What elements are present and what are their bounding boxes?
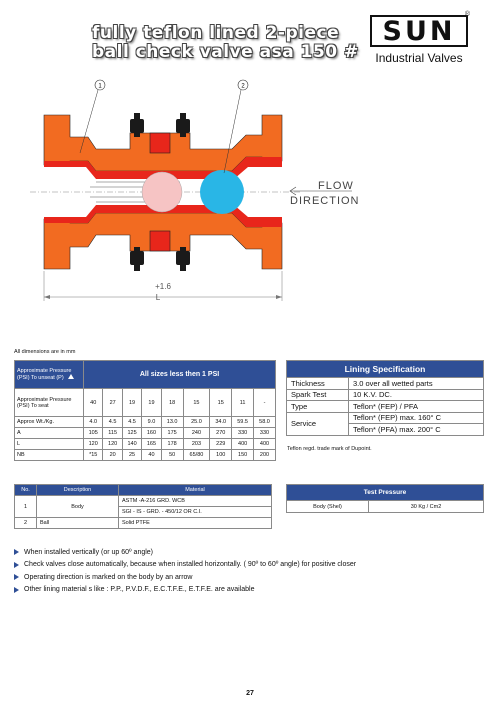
table-cell: 19 <box>142 389 161 417</box>
note-text: Operating direction is marked on the body by an arrow <box>24 573 193 581</box>
table-cell: 200 <box>254 450 276 461</box>
table-cell: 20 <box>103 450 122 461</box>
table-cell: 58.0 <box>254 417 276 428</box>
test-pressure-table <box>286 484 484 513</box>
list-item <box>14 571 356 584</box>
table-cell: Ball <box>37 518 119 529</box>
valve-section-drawing <box>0 75 500 310</box>
table-cell: 105 <box>84 428 103 439</box>
table-row <box>15 417 276 428</box>
bullet-triangle-icon <box>14 574 19 580</box>
table-cell: 4.5 <box>122 417 141 428</box>
brand-subtitle: Industrial Valves <box>375 51 463 65</box>
table-cell: 13.0 <box>161 417 183 428</box>
spec-value: Teflon* (PFA) max. 200° C <box>349 424 484 436</box>
trademark-note: Teflon regd. trade mark of Dupoint. <box>287 446 372 452</box>
page-number: 27 <box>246 690 254 697</box>
table-cell: 4.5 <box>103 417 122 428</box>
table-cell: 270 <box>210 428 232 439</box>
table-row <box>15 485 272 496</box>
table-cell: 100 <box>210 450 232 461</box>
row-label: Approximate Pressure (PSI) To seat <box>15 389 84 417</box>
table-cell: 203 <box>183 439 210 450</box>
list-item <box>14 584 356 597</box>
table-cell: 140 <box>122 439 141 450</box>
table-row <box>287 412 484 424</box>
dimension-table <box>14 360 276 461</box>
title-line-1: fully teflon lined 2-piece <box>92 23 340 43</box>
note-text: Check valves close automatically, because when installed horizontally. ( 90º to 60º angle) for positive closer <box>24 561 357 569</box>
table-cell: 34.0 <box>210 417 232 428</box>
table-cell: 400 <box>254 439 276 450</box>
lining-specification-table <box>286 360 484 436</box>
table-cell: 15 <box>210 389 232 417</box>
table-cell: 25.0 <box>183 417 210 428</box>
note-text: When installed vertically (or up 60º angle) <box>24 548 154 556</box>
table-row <box>15 439 276 450</box>
spec-key: Spark Test <box>287 389 349 401</box>
table-cell: 240 <box>183 428 210 439</box>
table-cell: 40 <box>142 450 161 461</box>
notes-list <box>14 546 356 596</box>
table-cell: 400 <box>232 439 254 450</box>
bullet-triangle-icon <box>14 549 19 555</box>
row-label: A <box>15 428 84 439</box>
table-row <box>287 401 484 413</box>
brand-logo <box>366 11 472 71</box>
spec-value: Teflon* (FEP) max. 160° C <box>349 412 484 424</box>
table-cell: 175 <box>161 428 183 439</box>
table-cell: 120 <box>103 439 122 450</box>
note-text: Other lining material s like : P.P., P.V.D.F., E.C.T.F.E., E.T.F.E. are available <box>24 586 255 594</box>
material-table <box>14 484 272 529</box>
table-cell: 18 <box>161 389 183 417</box>
spec-value: 3.0 over all wetted parts <box>349 378 484 390</box>
table-row <box>15 428 276 439</box>
joint-upper <box>150 133 170 153</box>
table-cell: *15 <box>84 450 103 461</box>
flow-label-2: DIRECTION <box>290 195 360 207</box>
table-row <box>287 389 484 401</box>
brand-name: SUN <box>382 15 456 47</box>
list-item <box>14 546 356 559</box>
row-label: NB <box>15 450 84 461</box>
title-line-2: ball check valve asa 150 # <box>92 42 359 62</box>
table-cell: 15 <box>183 389 210 417</box>
col-header-no: No. <box>15 485 37 496</box>
table-row <box>15 389 276 417</box>
table-row <box>287 485 484 501</box>
table-cell: 165 <box>142 439 161 450</box>
table-cell: 30 Kg / Cm2 <box>369 501 484 513</box>
row-label: Approx Wt./Kg. <box>15 417 84 428</box>
table-cell: 160 <box>142 428 161 439</box>
table-cell: 59.5 <box>232 417 254 428</box>
table-cell: 2 <box>15 518 37 529</box>
registered-mark: ® <box>464 11 470 18</box>
table-cell: 1 <box>15 496 37 518</box>
table-cell: 125 <box>122 428 141 439</box>
table-cell: ASTM -A-216 GRD. WCB <box>119 496 272 507</box>
table-cell: 330 <box>254 428 276 439</box>
table-cell: 9.0 <box>142 417 161 428</box>
table-row <box>15 450 276 461</box>
table-cell: SGI - IS - GRD. - 450/12 OR C.I. <box>119 507 272 518</box>
flow-label-1: FLOW <box>318 180 354 192</box>
page-title <box>92 24 359 62</box>
test-pressure-title: Test Pressure <box>287 485 484 501</box>
table-cell: 115 <box>103 428 122 439</box>
unseat-pressure-text: Approximate Pressure (PSI) To unseat (P) <box>17 368 72 381</box>
table-cell: 330 <box>232 428 254 439</box>
table-row <box>287 378 484 390</box>
table-cell: 25 <box>122 450 141 461</box>
table-cell: 11 <box>232 389 254 417</box>
table-cell: 27 <box>103 389 122 417</box>
ball-open-position <box>142 172 182 212</box>
spec-value: 10 K.V. DC. <box>349 389 484 401</box>
table-cell: 19 <box>122 389 141 417</box>
table-cell: Body <box>37 496 119 518</box>
table-cell: 40 <box>84 389 103 417</box>
joint-lower <box>150 231 170 251</box>
table-cell: 120 <box>84 439 103 450</box>
col-header-material: Material <box>119 485 272 496</box>
table-cell: 229 <box>210 439 232 450</box>
table-cell: 150 <box>232 450 254 461</box>
unseat-pressure-label <box>15 361 84 389</box>
table-cell: Solid PTFE <box>119 518 272 529</box>
spec-value: Teflon* (FEP) / PFA <box>349 401 484 413</box>
table-row <box>287 361 484 378</box>
spec-key: Service <box>287 412 349 435</box>
spec-key: Thickness <box>287 378 349 390</box>
triangle-icon <box>68 374 74 379</box>
table-cell: 50 <box>161 450 183 461</box>
table-row <box>15 518 272 529</box>
balloon-2-label: 2 <box>241 83 245 90</box>
lining-title: Lining Specification <box>287 361 484 378</box>
list-item <box>14 559 356 572</box>
table-cell: - <box>254 389 276 417</box>
sizes-header: All sizes less then 1 PSI <box>84 361 276 389</box>
table-row <box>15 361 276 389</box>
bullet-triangle-icon <box>14 587 19 593</box>
spec-key: Type <box>287 401 349 413</box>
bullet-triangle-icon <box>14 562 19 568</box>
dimension-label: L <box>155 293 161 302</box>
table-row <box>15 496 272 507</box>
table-cell: 178 <box>161 439 183 450</box>
dimension-tolerance: +1.6 <box>155 282 171 291</box>
brand-logo-box <box>370 11 470 47</box>
table-cell: Body (Shel) <box>287 501 369 513</box>
table-cell: 65/80 <box>183 450 210 461</box>
table-row <box>287 501 484 513</box>
table-cell: 4.0 <box>84 417 103 428</box>
col-header-description: Description <box>37 485 119 496</box>
balloon-1-label: 1 <box>98 83 102 90</box>
dimensions-note: All dimensions are in mm <box>14 349 76 355</box>
ball-seated-position <box>200 170 244 214</box>
row-label: L <box>15 439 84 450</box>
